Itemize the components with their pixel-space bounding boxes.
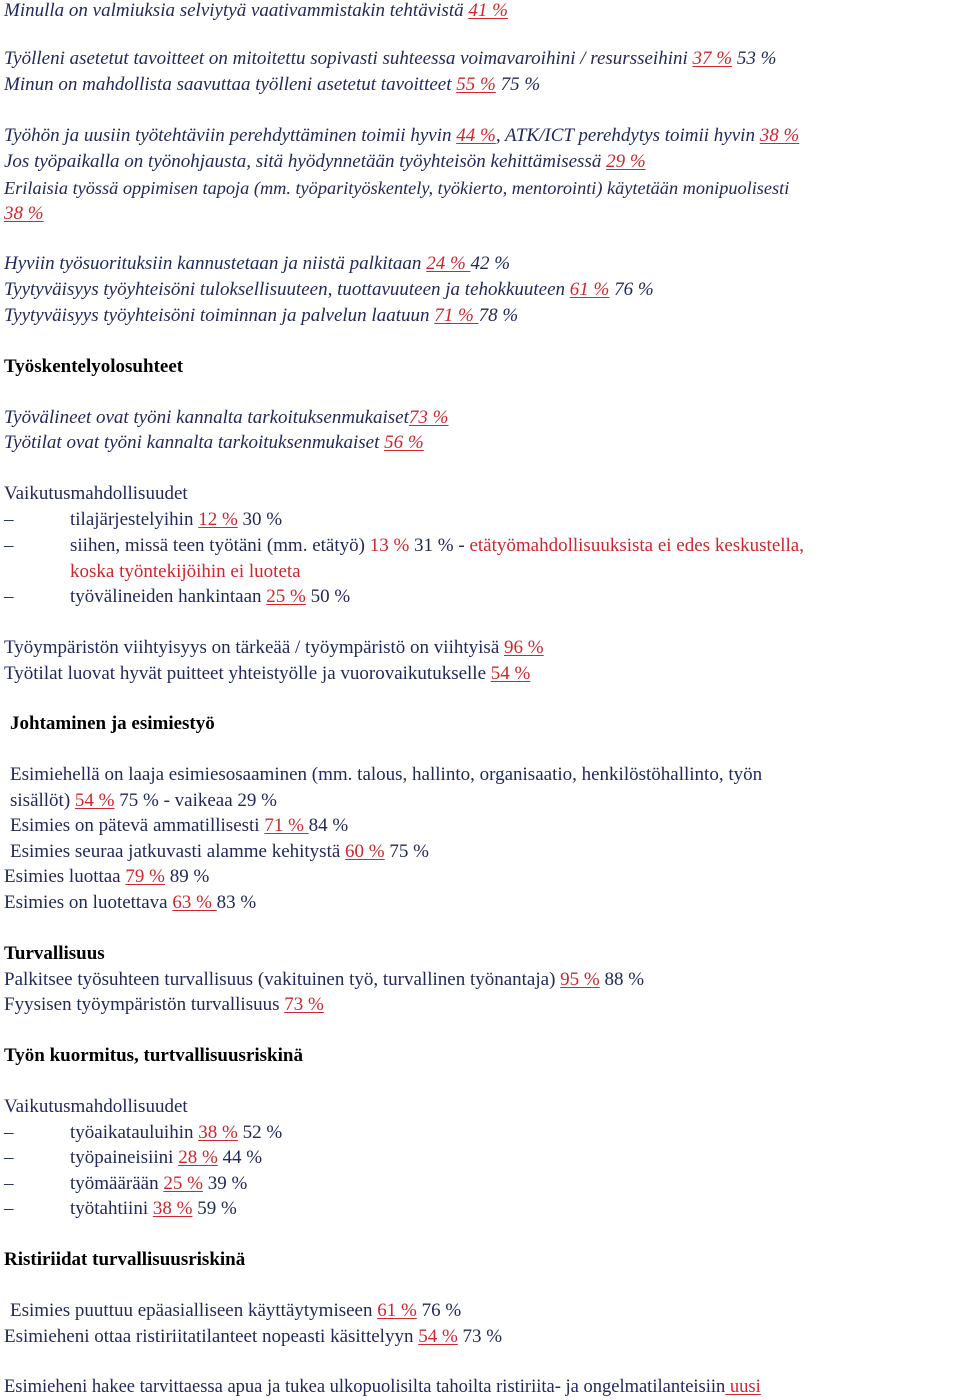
line-text: Jos työpaikalla on työnohjausta, sitä hyödynnetään työyhteisön kehittämisessä (4, 151, 607, 172)
dash-bullet: – (4, 1147, 14, 1168)
percent-value: 63 % (172, 892, 217, 913)
line-text: työtahtiini (70, 1198, 153, 1219)
line-text: siihen, missä teen työtäni (mm. etätyö) (70, 535, 370, 556)
extra-value: 84 % (308, 815, 349, 836)
line-text: Työlleni asetetut tavoitteet on mitoitettu sopivasti suhteessa voimavaroihini / resursseihini (4, 48, 693, 69)
line-text: Esimieheni hakee tarvittaessa apua ja tukea ulkopuolisilta tahoilta ristiriita- ja ongelmatilanteisiin (4, 1377, 726, 1397)
text-line (4, 969, 644, 991)
line-text: Minulla on valmiuksia selviytyä vaativammistakin tehtävistä (4, 0, 469, 21)
line-text: Esimies puuttuu epäasialliseen käyttäytymiseen (10, 1300, 378, 1321)
extra-value: 59 % (192, 1198, 237, 1219)
line-text: Minun on mahdollista saavuttaa työlleni asetetut tavoitteet (4, 74, 457, 95)
line-text: Esimies seuraa jatkuvasti alamme kehitystä (10, 841, 346, 862)
subheading: Vaikutusmahdollisuudet (4, 1096, 188, 1117)
text-line (4, 74, 540, 96)
percent-value: 73 % (284, 994, 324, 1015)
line-text: Työtilat luovat hyvät puitteet yhteistyölle ja vuorovaikutukselle (4, 663, 491, 684)
text-line (4, 1376, 761, 1398)
extra-value: 76 % (416, 1300, 462, 1321)
percent-value: 38 % (152, 1198, 193, 1219)
extra-value: 50 % (305, 586, 351, 607)
percent-value: 56 % (384, 432, 424, 453)
section-heading: Työn kuormitus, turtvallisuusriskinä (4, 1045, 303, 1066)
line-text: Hyviin työsuorituksiin kannustetaan ja niistä palkitaan (4, 253, 427, 274)
percent-value: 71 % (264, 815, 309, 836)
line-text: Esimies on pätevä ammatillisesti (10, 815, 265, 836)
extra-value: 52 % (237, 1122, 283, 1143)
extra-value: 39 % (202, 1173, 248, 1194)
line-text: Fyysisen työympäristön turvallisuus (4, 994, 285, 1015)
text-line (10, 815, 348, 837)
line-text: Työhön ja uusiin työtehtäviin perehdyttäminen toimii hyvin (4, 125, 457, 146)
text-line (10, 764, 762, 786)
percent-value: 13 % (369, 535, 410, 556)
line-text: työaikatauluihin (70, 1122, 199, 1143)
text-line (4, 1326, 502, 1348)
line-text: Erilaisia työssä oppimisen tapoja (mm. työparityöskentely, työkierto, mentorointi) käytetään monipuolisesti (4, 178, 790, 198)
percent-value: 38 % (198, 1122, 238, 1143)
percent-value: 96 % (504, 637, 544, 658)
text-line (4, 994, 324, 1016)
text-line (4, 892, 256, 914)
percent-value: 28 % (178, 1147, 218, 1168)
text-line (4, 663, 530, 685)
line-text: Palkitsee työsuhteen turvallisuus (vakituinen työ, turvallinen työnantaja) (4, 969, 561, 990)
line-text: Tyytyväisyys työyhteisöni tuloksellisuuteen, tuottavuuteen ja tehokkuuteen (4, 279, 570, 300)
percent-value: 37 % (692, 48, 733, 69)
text-line (4, 407, 448, 429)
extra-value: 89 % (164, 866, 210, 887)
text-line (4, 203, 44, 225)
section-heading: Ristiriidat turvallisuusriskinä (4, 1249, 246, 1270)
line-text: Esimiehellä on laaja esimiesosaaminen (mm. talous, hallinto, organisaatio, henkilöstöhallinto, työn (10, 764, 763, 785)
percent-value: 44 % (456, 125, 496, 146)
extra-value: 44 % (217, 1147, 263, 1168)
line-text: Tyytyväisyys työyhteisöni toiminnan ja palvelun laatuun (4, 305, 435, 326)
line-text: Työympäristön viihtyisyys on tärkeää / työympäristö on viihtyisä (4, 637, 505, 658)
text-line (4, 177, 789, 199)
section-heading: Turvallisuus (4, 943, 105, 964)
text-line (10, 841, 429, 863)
line-text: , ATK/ICT perehdytys toimii hyvin (495, 125, 760, 146)
dash-bullet: – (4, 586, 14, 607)
extra-value: 78 % (478, 305, 519, 326)
percent-value: 38 % (4, 203, 44, 224)
percent-value: 38 % (759, 125, 800, 146)
text-line (4, 432, 424, 454)
percent-value: 54 % (490, 663, 531, 684)
percent-value: 55 % (456, 74, 496, 95)
text-line (4, 125, 799, 147)
text-line (4, 866, 209, 888)
text-line (10, 790, 277, 812)
dash-bullet: – (4, 1173, 14, 1194)
text-line (4, 279, 654, 301)
line-text: työpaineisiini (70, 1147, 179, 1168)
dash-bullet: – (4, 535, 14, 556)
percent-value: 95 % (560, 969, 600, 990)
text-line (10, 1300, 461, 1322)
subheading: Vaikutusmahdollisuudet (4, 483, 188, 504)
text-line (4, 0, 508, 22)
comment-text: koska työntekijöihin ei luoteta (70, 561, 301, 582)
line-text: Esimies luottaa (4, 866, 126, 887)
line-text: työmäärään (70, 1173, 164, 1194)
extra-value: 42 % (470, 253, 511, 274)
text-line (4, 48, 776, 70)
line-text: Työvälineet ovat työni kannalta tarkoituksenmukaiset (4, 407, 409, 428)
percent-value: 61 % (569, 279, 610, 300)
percent-value: 60 % (345, 841, 385, 862)
line-text: tilajärjestelyihin (70, 509, 199, 530)
extra-value: 53 % (732, 48, 777, 69)
percent-value: 29 % (606, 151, 646, 172)
text-line (4, 637, 544, 659)
extra-value: 30 % (237, 509, 283, 530)
percent-value: 79 % (125, 866, 165, 887)
dash-bullet: – (4, 1198, 14, 1219)
extra-value: 75 % (384, 841, 429, 862)
comment-text: etätyömahdollisuuksista ei edes keskustella, (469, 535, 804, 556)
text-line (4, 305, 518, 327)
extra-value: 75 % (495, 74, 541, 95)
text-line (4, 253, 510, 275)
percent-value: 61 % (377, 1300, 417, 1321)
percent-value: 25 % (266, 586, 306, 607)
line-text: Työtilat ovat työni kannalta tarkoituksenmukaiset (4, 432, 385, 453)
extra-value: 75 % - vaikeaa 29 % (114, 790, 277, 811)
percent-value: 25 % (163, 1173, 203, 1194)
percent-value: 54 % (74, 790, 115, 811)
percent-value: 54 % (418, 1326, 458, 1347)
percent-value: 12 % (198, 509, 238, 530)
percent-value: 71 % (434, 305, 479, 326)
extra-value: 88 % (599, 969, 645, 990)
line-text: Esimieheni ottaa ristiriitatilanteet nopeasti käsittelyyn (4, 1326, 419, 1347)
section-heading: Johtaminen ja esimiestyö (10, 713, 215, 734)
dash-bullet: – (4, 1122, 14, 1143)
line-text: sisällöt) (10, 790, 75, 811)
section-heading: Työskentelyolosuhteet (4, 356, 184, 377)
line-text: Esimies on luotettava (4, 892, 173, 913)
text-line (4, 151, 646, 173)
percent-value: uusi (725, 1377, 761, 1397)
line-text: työvälineiden hankintaan (70, 586, 267, 607)
extra-value: 83 % (216, 892, 257, 913)
percent-value: 41 % (468, 0, 508, 21)
extra-value: 73 % (457, 1326, 503, 1347)
extra-value: 76 % (609, 279, 654, 300)
percent-value: 73 % (408, 407, 449, 428)
extra-value: 31 % - (409, 535, 470, 556)
percent-value: 24 % (426, 253, 471, 274)
dash-bullet: – (4, 509, 14, 530)
